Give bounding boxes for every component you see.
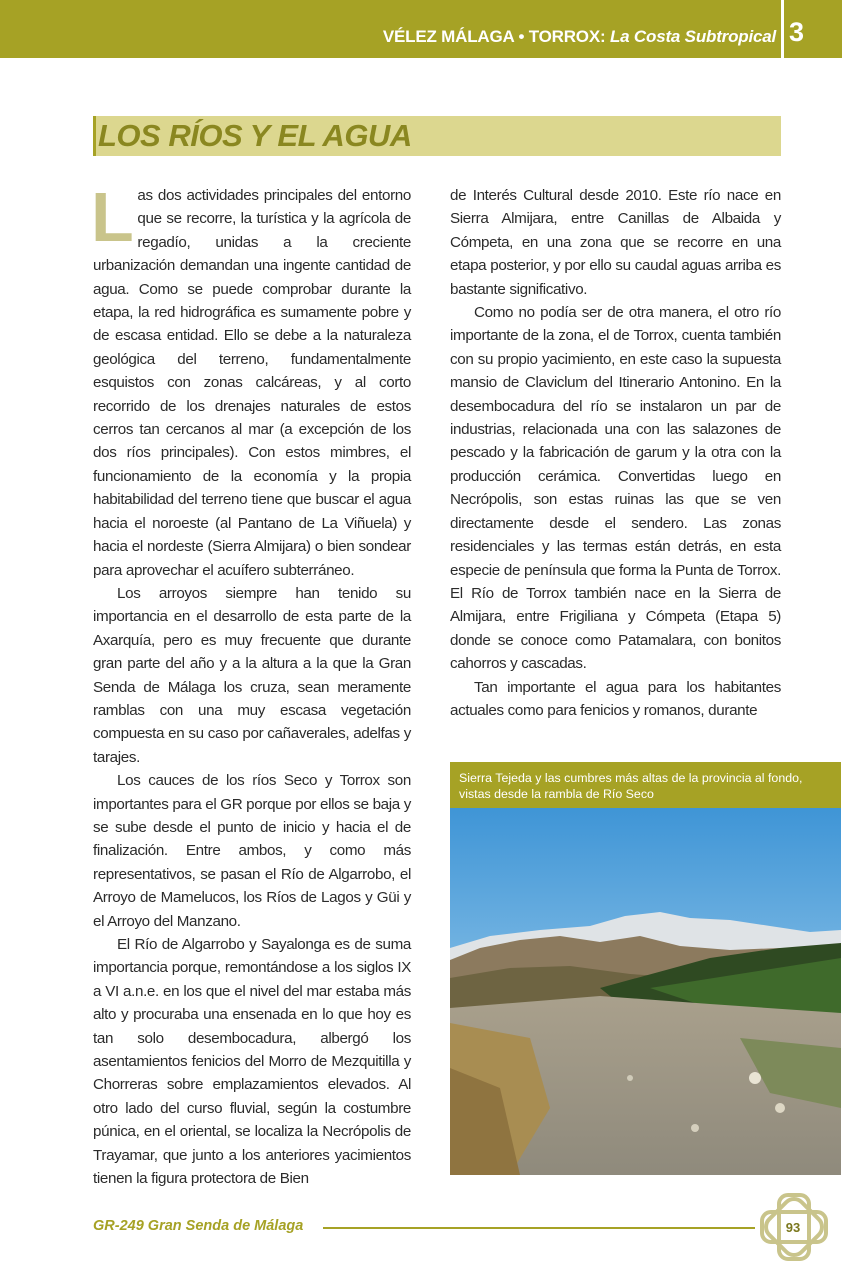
paragraph: de Interés Cultural desde 2010. Este río nace en Sierra Almijara, entre Canillas de Albaida y Cómpeta, en una zona que se recorre en una etapa posterior, y por ello su caudal aguas arriba es bastante significativo. (450, 187, 781, 298)
paragraph: Como no podía ser de otra manera, el otro río importante de la zona, el de Torrox, cuenta también con su propio yacimiento, en este caso la supuesta mansio de Claviclum del Itinerario Antonino. En la desembocadura del río se instalaron un par de industrias, relacionada una con las salazones de pescado y la fabricación de garum y la otra con la producción cerámica. Convertidas luego en Necrópolis, son estas ruinas las que se ven directamente desde el sendero. Las zonas residenciales y las termas están detrás, en esta especie de península que forma la Punta de Torrox. El Río de Torrox también nace en la Sierra de Almijara, entre Frigiliana y Cómpeta (Etapa 5) donde se conoce como Patamalara, con bonitos cahorros y cascadas. (450, 304, 781, 673)
photo-figure (450, 762, 841, 1175)
running-header (0, 0, 842, 58)
section-title: LOS RÍOS Y EL AGUA (98, 118, 412, 153)
running-header-title: VÉLEZ MÁLAGA • TORROX: La Costa Subtropical (382, 27, 776, 46)
footer-title: GR-249 Gran Senda de Málaga (93, 1218, 304, 1234)
paragraph: Los cauces de los ríos Seco y Torrox son importantes para el GR porque por ellos se baja y se sube desde el punto de inicio y hacia el de finalización. Entre ambos, y como más representativos, se pasan el Río de Algarrobo, el Arroyo de Mamelucos, los Ríos de Lagos y Güi y el Arroyo del Manzano. (93, 772, 411, 930)
header-divider (781, 0, 784, 58)
river-landscape-photo (450, 808, 841, 1175)
running-header-subtitle: La Costa Subtropical (609, 27, 776, 46)
right-column (450, 184, 781, 722)
paragraph: Tan importante el agua para los habitantes actuales como para fenicios y romanos, durante (450, 678, 781, 719)
drop-cap: L (91, 178, 134, 256)
paragraph: El Río de Algarrobo y Sayalonga es de suma importancia porque, remontándose a los siglos IX a VI a.n.e. en los que el nivel del mar estaba más alto y procuraba una ensenada en lo que hoy es tan solo desembocadura, albergó los asentamientos fenicios del Morro de Mezquitilla y Chorreras sobre emplazamientos elevados. Al otro lado del curso fluvial, según la costumbre púnica, en el oriental, se localiza la Necrópolis de Trayamar, que junto a los anteriores yacimientos tienen la figura protectora de Bien (93, 936, 411, 1188)
photo-caption: Sierra Tejeda y las cumbres más altas de la provincia al fondo, vistas desde la rambla de Río Seco (459, 771, 803, 801)
paragraph: Las dos actividades principales del entorno que se recorre, la turística y la agrícola de regadío, unidas a la creciente urbanización demandan una ingente cantidad de agua. Como se puede comprobar durante la etapa, la red hidrográfica es sumamente pobre y de escasa entidad. Ello se debe a la naturaleza geológica del terreno, fundamentalmente esquistos con zonas calcáreas, y al corto recorrido de los drenajes naturales de estos cerros tan cercanos al mar (a excepción de los dos ríos principales). Con estos mimbres, el funcionamiento de la economía y la propia habitabilidad del terreno tiene que buscar el agua hacia el noroeste (al Pantano de La Viñuela) y hacia el nordeste (Sierra Almijara) o bien sondear para aprovechar el acuífero subterráneo. (91, 178, 411, 579)
photo-caption-bar (450, 762, 841, 808)
title-accent (93, 116, 96, 156)
section-title-bar (93, 116, 781, 156)
footer-rule (323, 1227, 755, 1229)
left-column (91, 178, 411, 1190)
page-number: 93 (785, 1220, 801, 1235)
chapter-number: 3 (789, 17, 805, 47)
paragraph: Los arroyos siempre han tenido su importancia en el desarrollo de esta parte de la Axarquía, pero es muy frecuente que durante gran parte del año y a la altura a la que la Gran Senda de Málaga los cruza, sean meramente ramblas con una muy escasa vegetación compuesta en su caso por cañaverales, adelfas y tarajes. (93, 584, 411, 766)
